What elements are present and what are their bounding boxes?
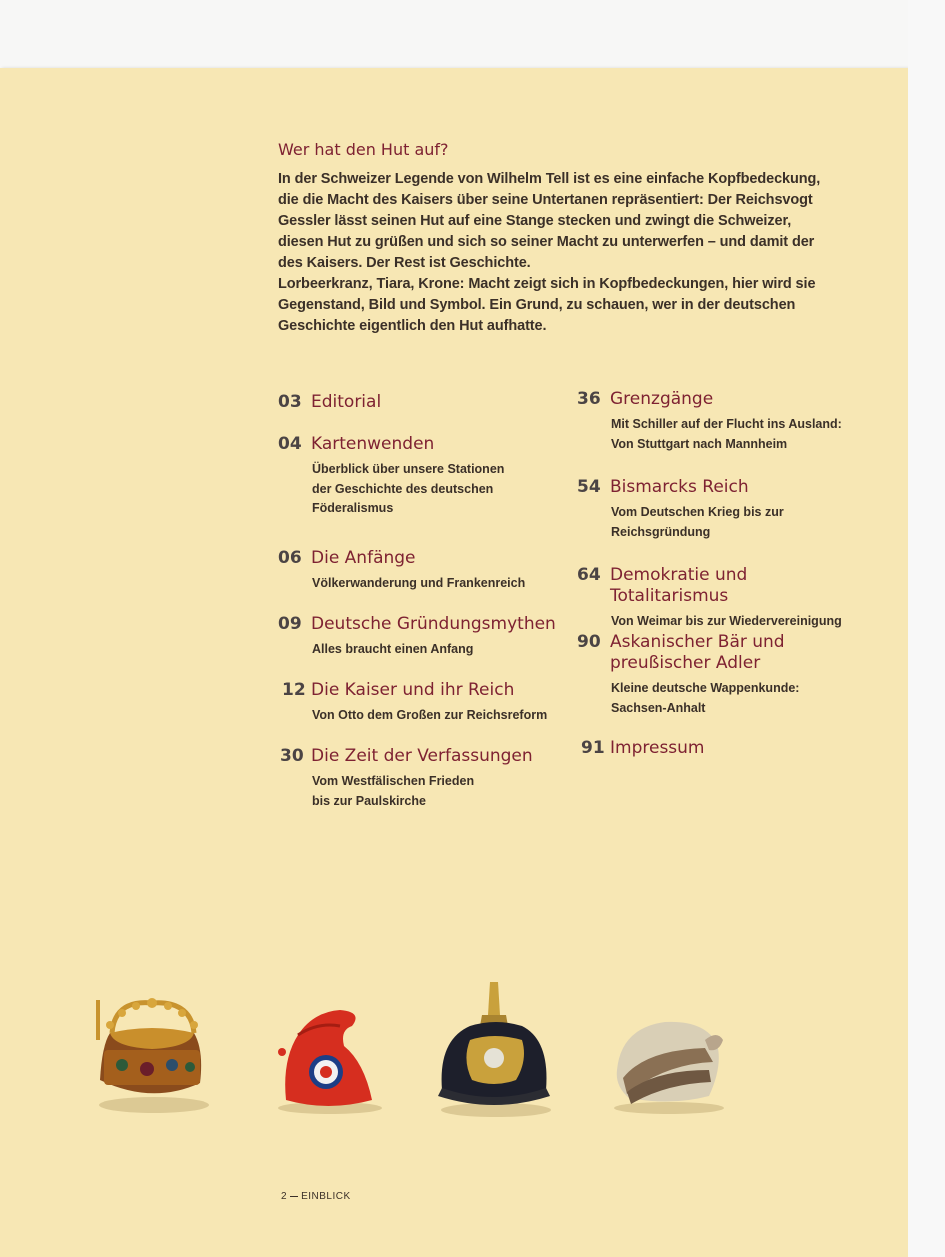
toc-title[interactable]: Die Zeit der Verfassungen xyxy=(311,746,533,766)
toc-page-number: 36 xyxy=(577,389,601,409)
intro-section xyxy=(278,140,838,337)
toc-title[interactable]: Die Anfänge xyxy=(311,548,416,568)
toc-entry[interactable] xyxy=(577,565,867,632)
toc-entry[interactable] xyxy=(278,434,568,548)
toc-description: Von Otto dem Großen zur Reichsreform xyxy=(312,708,548,722)
toc-entry[interactable] xyxy=(577,632,867,738)
toc-page-number: 12 xyxy=(282,680,306,700)
toc-description: Vom Deutschen Krieg bis zur Reichsgründung xyxy=(611,505,784,539)
page-footer xyxy=(281,1191,351,1202)
intro-title: Wer hat den Hut auf? xyxy=(278,140,449,159)
toc-title[interactable]: Die Kaiser und ihr Reich xyxy=(311,680,515,700)
toc-entry[interactable] xyxy=(278,548,568,614)
toc-page-number: 03 xyxy=(278,392,302,412)
toc-page-number: 91 xyxy=(581,738,605,758)
page-number: 2 xyxy=(281,1191,288,1202)
scan-margin-right xyxy=(908,0,945,1257)
toc-title[interactable]: Demokratie und Totalitarismus xyxy=(610,565,748,606)
toc-description: Kleine deutsche Wappenkunde: Sachsen-Anhalt xyxy=(611,681,800,715)
intro-body-2: Lorbeerkranz, Tiara, Krone: Macht zeigt sich in Kopfbedeckungen, hier wird sie Gegenstand, Bild und Symbol. Ein Grund, zu schauen, wer in der deutschen Geschichte eigentlich den Hut aufhatte. xyxy=(278,276,816,334)
toc-page-number: 30 xyxy=(280,746,304,766)
intro-body: In der Schweizer Legende von Wilhelm Tell ist es eine einfache Kopfbedeckung, die die Macht des Kaisers über seine Untertanen repräsentiert: Der Reichsvogt Gessler lässt seinen Hut auf eine Stange stecken und zwingt die Schweizer, diesen Hut zu grüßen und sich so seiner Macht zu unterwerfen – und damit der des Kaisers. Der Rest ist Geschichte. xyxy=(278,171,821,271)
toc-page-number: 04 xyxy=(278,434,302,454)
toc-page-number: 06 xyxy=(278,548,302,568)
phrygian-cap-icon xyxy=(268,1000,388,1120)
toc-title[interactable]: Kartenwenden xyxy=(311,434,435,454)
scan-margin-top xyxy=(0,0,945,68)
hat-illustrations xyxy=(0,980,908,1130)
toc-title[interactable]: Askanischer Bär und preußischer Adler xyxy=(610,632,785,673)
toc-entry[interactable] xyxy=(278,680,568,746)
toc-page-number: 09 xyxy=(278,614,302,634)
toc-title[interactable]: Deutsche Gründungsmythen xyxy=(311,614,556,634)
pickelhaube-icon xyxy=(432,980,557,1120)
toc-description: Überblick über unsere Stationen der Geschichte des deutschen Föderalismus xyxy=(312,462,505,515)
toc-entry[interactable] xyxy=(278,614,568,680)
toc-page-number: 54 xyxy=(577,477,601,497)
toc-description: Mit Schiller auf der Flucht ins Ausland: Von Stuttgart nach Mannheim xyxy=(611,417,842,451)
footer-dash xyxy=(290,1196,298,1197)
toc-description: Vom Westfälischen Frieden bis zur Paulskirche xyxy=(312,774,475,808)
toc-page-number: 90 xyxy=(577,632,601,652)
toc-title[interactable]: Impressum xyxy=(610,738,705,758)
toc-title[interactable]: Editorial xyxy=(311,392,382,412)
toc-entry[interactable] xyxy=(278,392,568,434)
toc-title[interactable]: Grenzgänge xyxy=(610,389,714,409)
toc-title[interactable]: Bismarcks Reich xyxy=(610,477,749,497)
toc-page-number: 64 xyxy=(577,565,601,585)
toc-entry[interactable] xyxy=(577,738,867,768)
toc-entry[interactable] xyxy=(278,746,568,816)
toc-entry[interactable] xyxy=(577,477,867,565)
toc-description: Von Weimar bis zur Wiedervereinigung xyxy=(611,614,842,628)
toc-description: Völkerwanderung und Frankenreich xyxy=(312,576,526,590)
toc-entry[interactable] xyxy=(577,389,867,477)
toc-description: Alles braucht einen Anfang xyxy=(312,642,474,656)
toc-column-right xyxy=(577,389,867,768)
crown-icon xyxy=(92,995,212,1120)
magazine-label: EINBLICK xyxy=(301,1191,351,1202)
toc-column-left xyxy=(278,392,568,816)
cloche-hat-icon xyxy=(605,1000,735,1120)
